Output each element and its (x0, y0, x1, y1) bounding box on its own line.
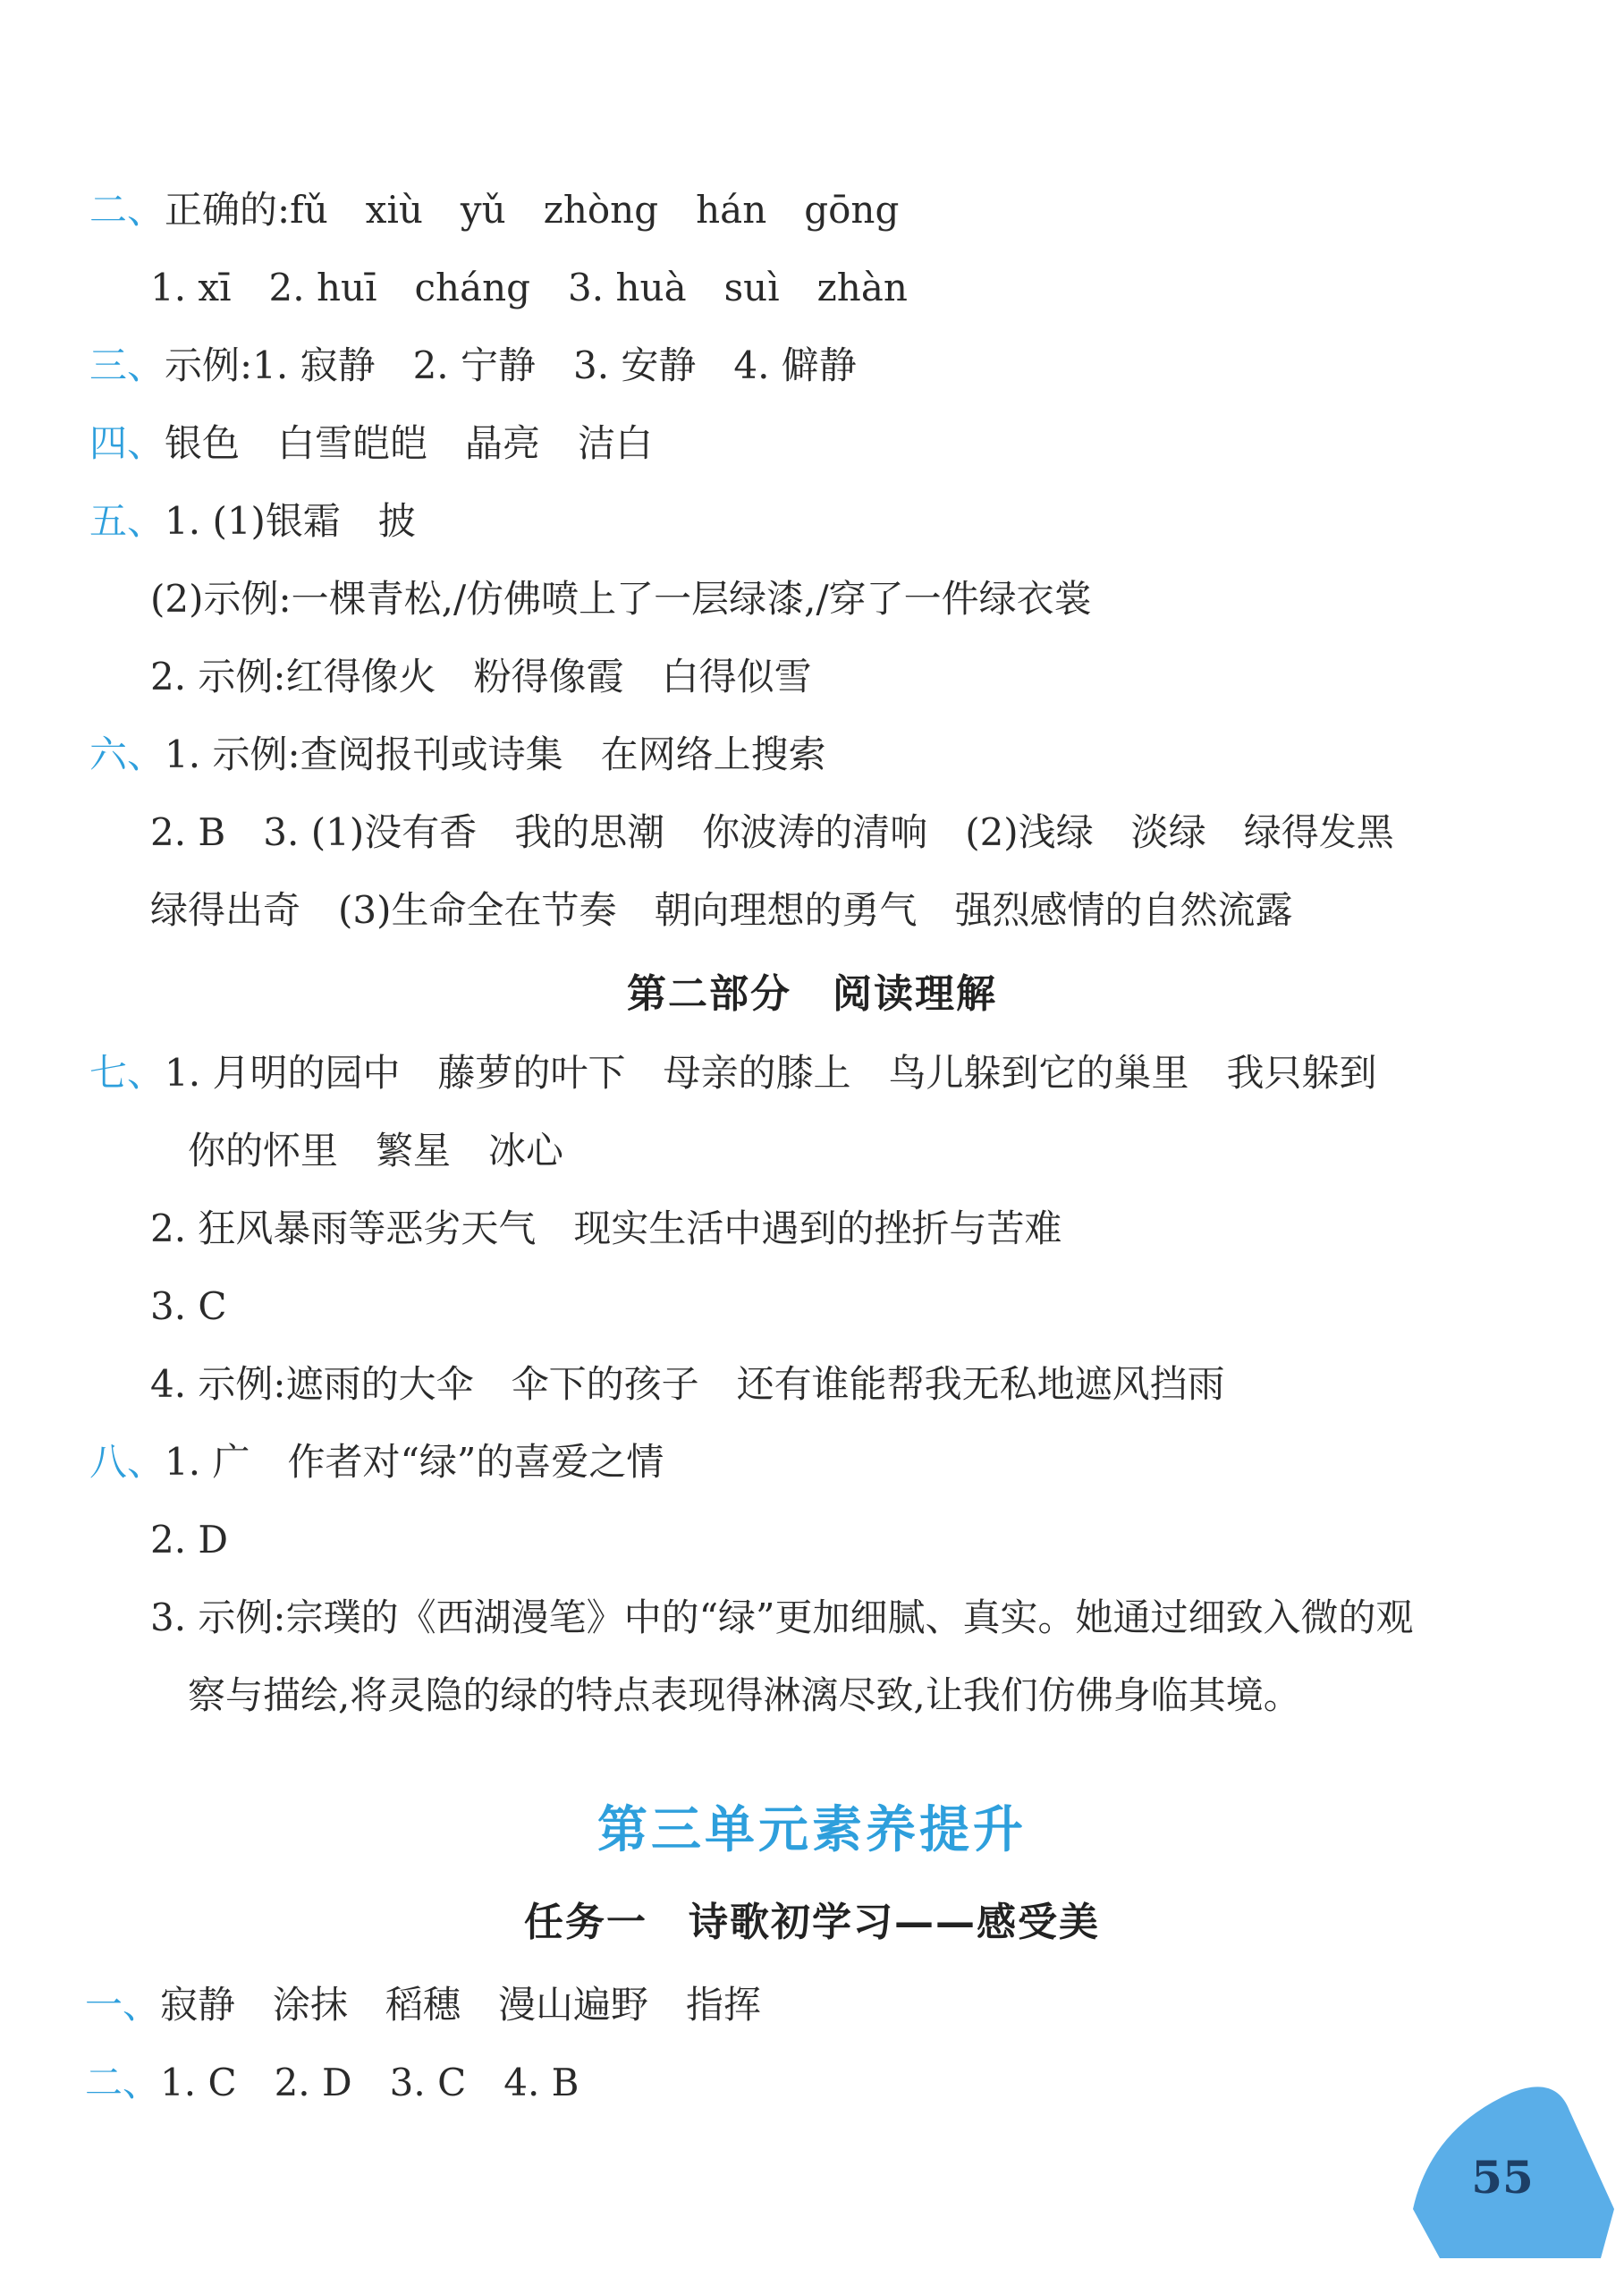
answer-text: 1. 示例:查阅报刊或诗集 在网络上搜索 (165, 732, 826, 776)
answer-line-8-3-cont (188, 1669, 1301, 1723)
unit-heading: 第三单元素养提升 (597, 1801, 1027, 1859)
answer-line-6-3 (150, 884, 1293, 937)
answer-text: 1. (1)银霜 披 (165, 499, 416, 543)
answer-text: (2)示例:一棵青松,/仿佛喷上了一层绿漆,/穿了一件绿衣裳 (150, 577, 1092, 621)
answer-text: 示例:1. 寂静 2. 宁静 3. 安静 4. 僻静 (165, 343, 857, 387)
answer-line-7-cont (188, 1124, 563, 1178)
section-marker: 二、 (89, 188, 165, 232)
answer-line-8 (89, 1435, 664, 1489)
answer-line-5 (89, 495, 416, 548)
answer-text: 你的怀里 繁星 冰心 (188, 1129, 564, 1172)
page-number: 55 (1471, 2151, 1534, 2204)
answer-line-3 (89, 339, 857, 393)
answer-text: 1. xī 2. huī cháng 3. huà suì zhàn (150, 266, 908, 309)
answer-text: 银色 白雪皑皑 晶亮 洁白 (165, 421, 654, 465)
answer-line-5-3 (150, 650, 812, 704)
answer-line-7-3 (150, 1280, 227, 1333)
answer-line-4 (89, 417, 653, 470)
answer-text: 寂静 涂抹 稻穗 漫山遍野 指挥 (160, 1983, 762, 2027)
section-marker: 六、 (89, 732, 165, 776)
answer-text: 2. 狂风暴雨等恶劣天气 现实生活中遇到的挫折与苦难 (150, 1206, 1062, 1250)
answer-line-7-2 (150, 1202, 1062, 1256)
answer-text: 2. D (150, 1518, 229, 1562)
answer-text: 2. 示例:红得像火 粉得像霞 白得似雪 (150, 655, 812, 698)
answer-line-7-4 (150, 1358, 1225, 1411)
task-heading: 任务一 诗歌初学习——感受美 (524, 1900, 1100, 1945)
section-marker: 一、 (85, 1983, 161, 2027)
answer-line-2 (89, 183, 899, 237)
answer-text: 正确的:fǔ xiù yǔ zhòng hán gōng (165, 188, 900, 232)
answer-line-6 (89, 728, 826, 782)
unit3-answer-line-2 (85, 2056, 579, 2110)
answer-line-5-2 (150, 572, 1092, 626)
answer-text: 4. 示例:遮雨的大伞 伞下的孩子 还有谁能帮我无私地遮风挡雨 (150, 1362, 1225, 1406)
answer-text: 绿得出奇 (3)生命全在节奏 朝向理想的勇气 强烈感情的自然流露 (150, 888, 1293, 932)
answer-text: 3. C (150, 1284, 227, 1328)
unit3-answer-line-1 (85, 1978, 761, 2032)
section-marker: 三、 (89, 343, 165, 387)
answer-text: 1. 月明的园中 藤萝的叶下 母亲的膝上 鸟儿躲到它的巢里 我只躲到 (165, 1051, 1377, 1095)
section-marker: 七、 (89, 1051, 165, 1095)
answer-line-6-2 (150, 806, 1394, 859)
answer-text: 察与描绘,将灵隐的绿的特点表现得淋漓尽致,让我们仿佛身临其境。 (188, 1673, 1301, 1717)
answer-line-8-2 (150, 1513, 228, 1567)
answer-line-7 (89, 1046, 1376, 1100)
section-marker: 二、 (85, 2061, 161, 2104)
answer-text: 3. 示例:宗璞的《西湖漫笔》中的“绿”更加细腻、真实。她通过细致入微的观 (150, 1596, 1414, 1639)
section-marker: 四、 (89, 421, 165, 465)
part2-heading: 第二部分 阅读理解 (627, 971, 997, 1017)
section-marker: 五、 (89, 499, 165, 543)
answer-text: 1. C 2. D 3. C 4. B (160, 2061, 579, 2104)
answer-line-2-1 (150, 261, 908, 315)
section-marker: 八、 (89, 1440, 165, 1484)
answer-text: 2. B 3. (1)没有香 我的思潮 你波涛的清响 (2)浅绿 淡绿 绿得发黑 (150, 810, 1394, 854)
answer-text: 1. 广 作者对“绿”的喜爱之情 (165, 1440, 664, 1484)
answer-line-8-3 (150, 1591, 1414, 1645)
